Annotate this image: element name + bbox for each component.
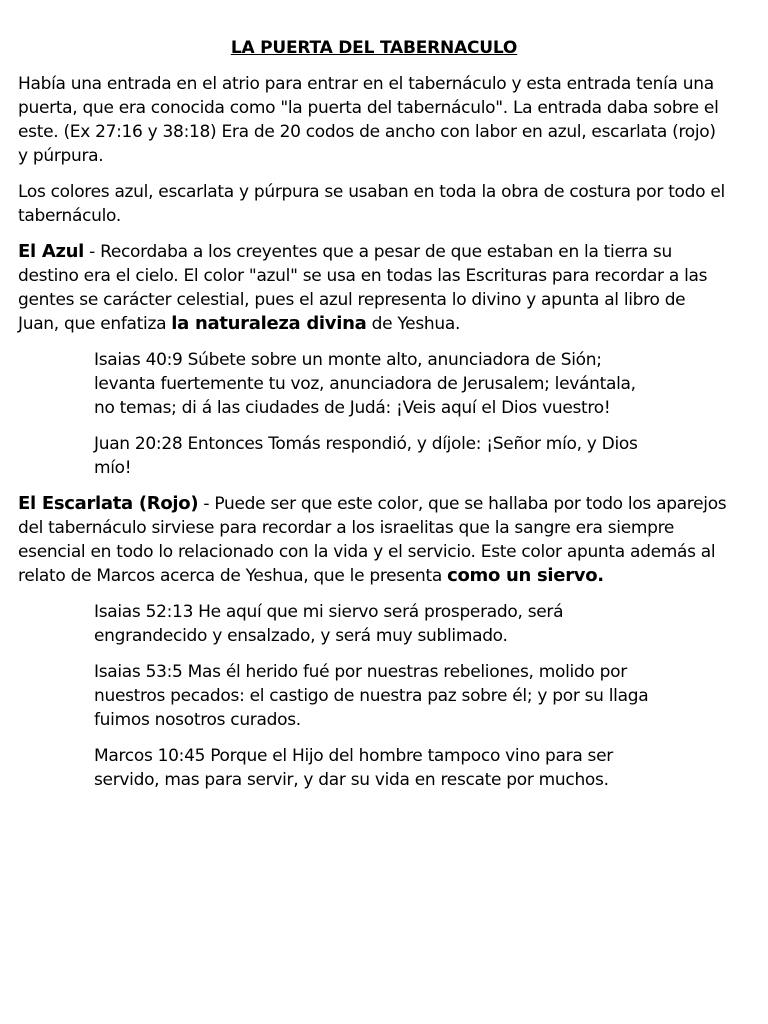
quote-isaias-40-9: Isaias 40:9 Súbete sobre un monte alto, anunciadora de Sión; levanta fuertemente tu voz, anunciadora de Jerusalem; levántala, no temas; di á las ciudades de Judá: ¡Veis aquí el Dios vuestro! (94, 350, 636, 418)
paragraph-azul (18, 240, 730, 336)
quote-juan-20-28: Juan 20:28 Entonces Tomás respondió, y díjole: ¡Señor mío, y Dios mío! (94, 434, 638, 478)
azul-tail: de Yeshua. (366, 314, 461, 334)
heading-azul: El Azul (18, 241, 85, 262)
quote-marcos-10-45: Marcos 10:45 Porque el Hijo del hombre tampoco vino para ser servido, mas para servir, y dar su vida en rescate por muchos. (94, 746, 613, 790)
escarlata-text: - Puede ser que este color, que se hallaba por todo los aparejos del tabernáculo sirviese para recordar a los israelitas que la sangre era siempre esencial en todo lo relacionado con la vida y el servicio. Este color apunta además al relato de Marcos acerca de Yeshua, que le presenta (18, 494, 727, 586)
document-page (18, 38, 730, 804)
document-title: LA PUERTA DEL TABERNACULO (230, 38, 518, 58)
quote-isaias-53-5: Isaias 53:5 Mas él herido fué por nuestras rebeliones, molido por nuestros pecados: el castigo de nuestra paz sobre él; y por su llaga fuimos nosotros curados. (94, 662, 649, 730)
paragraph-colors: Los colores azul, escarlata y púrpura se usaban en toda la obra de costura por todo el tabernáculo. (18, 182, 725, 226)
escarlata-emphasis: como un siervo. (447, 565, 604, 586)
paragraph-escarlata (18, 492, 730, 588)
paragraph-intro: Había una entrada en el atrio para entrar en el tabernáculo y esta entrada tenía una puerta, que era conocida como "la puerta del tabernáculo". La entrada daba sobre el este. (Ex 27:16 y 38:18) Era de 20 codos de ancho con labor en azul, escarlata (rojo) y púrpura. (18, 74, 719, 166)
quote-isaias-52-13: Isaias 52:13 He aquí que mi siervo será prosperado, será engrandecido y ensalzado, y será muy sublimado. (94, 602, 564, 646)
azul-text: - Recordaba a los creyentes que a pesar de que estaban en la tierra su destino era el cielo. El color "azul" se usa en todas las Escrituras para recordar a las gentes se carácter celestial, pues el azul representa lo divino y apunta al libro de Juan, que enfatiza (18, 242, 708, 334)
azul-emphasis: la naturaleza divina (171, 313, 367, 334)
heading-escarlata: El Escarlata (Rojo) (18, 493, 199, 514)
